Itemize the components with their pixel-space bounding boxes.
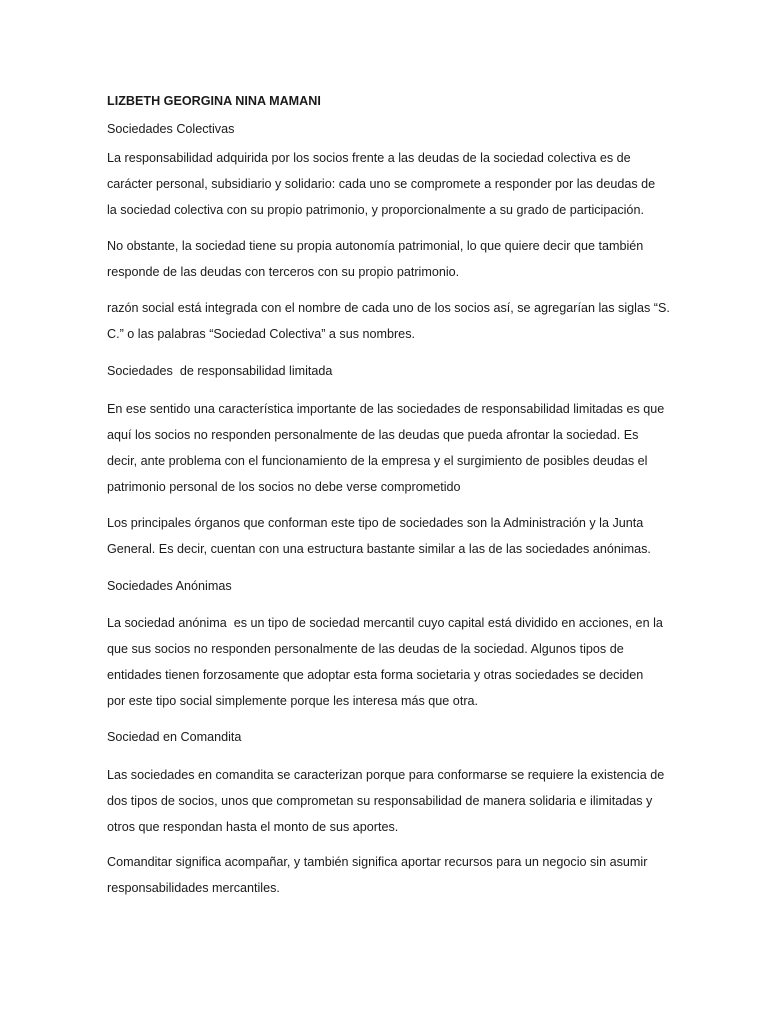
paragraph-line: Las sociedades en comandita se caracterizan porque para conformarse se requiere la existencia de <box>107 768 665 782</box>
paragraph-line: la sociedad colectiva con su propio patrimonio, y proporcionalmente a su grado de participación. <box>107 203 644 217</box>
paragraph-line: responde de las deudas con terceros con su propio patrimonio. <box>107 265 460 279</box>
paragraph-line: La responsabilidad adquirida por los socios frente a las deudas de la sociedad colectiva es de <box>107 151 631 165</box>
paragraph-line: otros que respondan hasta el monto de sus aportes. <box>107 820 399 834</box>
paragraph-line: aquí los socios no responden personalmente de las deudas que pueda afrontar la sociedad. Es <box>107 428 639 442</box>
section-heading-comandita: Sociedad en Comandita <box>107 730 242 744</box>
paragraph-line: No obstante, la sociedad tiene su propia autonomía patrimonial, lo que quiere decir que también <box>107 239 644 253</box>
paragraph-line: entidades tienen forzosamente que adoptar esta forma societaria y otras sociedades se deciden <box>107 668 644 682</box>
paragraph-line: En ese sentido una característica importante de las sociedades de responsabilidad limitadas es que <box>107 402 665 416</box>
section-heading-anonimas: Sociedades Anónimas <box>107 579 232 593</box>
paragraph-line: que sus socios no responden personalmente de las deudas de la sociedad. Algunos tipos de <box>107 642 624 656</box>
section-heading-colectivas: Sociedades Colectivas <box>107 122 235 136</box>
paragraph-line: La sociedad anónima es un tipo de sociedad mercantil cuyo capital está dividido en acciones, en la <box>107 616 663 630</box>
paragraph-line: responsabilidades mercantiles. <box>107 881 280 895</box>
paragraph-line: decir, ante problema con el funcionamiento de la empresa y el surgimiento de posibles deudas el <box>107 454 648 468</box>
author-name: LIZBETH GEORGINA NINA MAMANI <box>107 94 321 108</box>
section-heading-limitada: Sociedades de responsabilidad limitada <box>107 364 333 378</box>
paragraph-line: dos tipos de socios, unos que comprometan su responsabilidad de manera solidaria e ilimitadas y <box>107 794 653 808</box>
paragraph-line: por este tipo social simplemente porque les interesa más que otra. <box>107 694 479 708</box>
paragraph-line: Los principales órganos que conforman este tipo de sociedades son la Administración y la Junta <box>107 516 644 530</box>
paragraph-line: carácter personal, subsidiario y solidario: cada uno se compromete a responder por las deudas de <box>107 177 656 191</box>
paragraph-line: C.” o las palabras “Sociedad Colectiva” a sus nombres. <box>107 327 415 341</box>
paragraph-line: patrimonio personal de los socios no debe verse comprometido <box>107 480 461 494</box>
paragraph-line: Comanditar significa acompañar, y también significa aportar recursos para un negocio sin asumir <box>107 855 648 869</box>
paragraph-line: razón social está integrada con el nombre de cada uno de los socios así, se agregarían las siglas “S. <box>107 301 670 315</box>
paragraph-line: General. Es decir, cuentan con una estructura bastante similar a las de las sociedades anónimas. <box>107 542 651 556</box>
